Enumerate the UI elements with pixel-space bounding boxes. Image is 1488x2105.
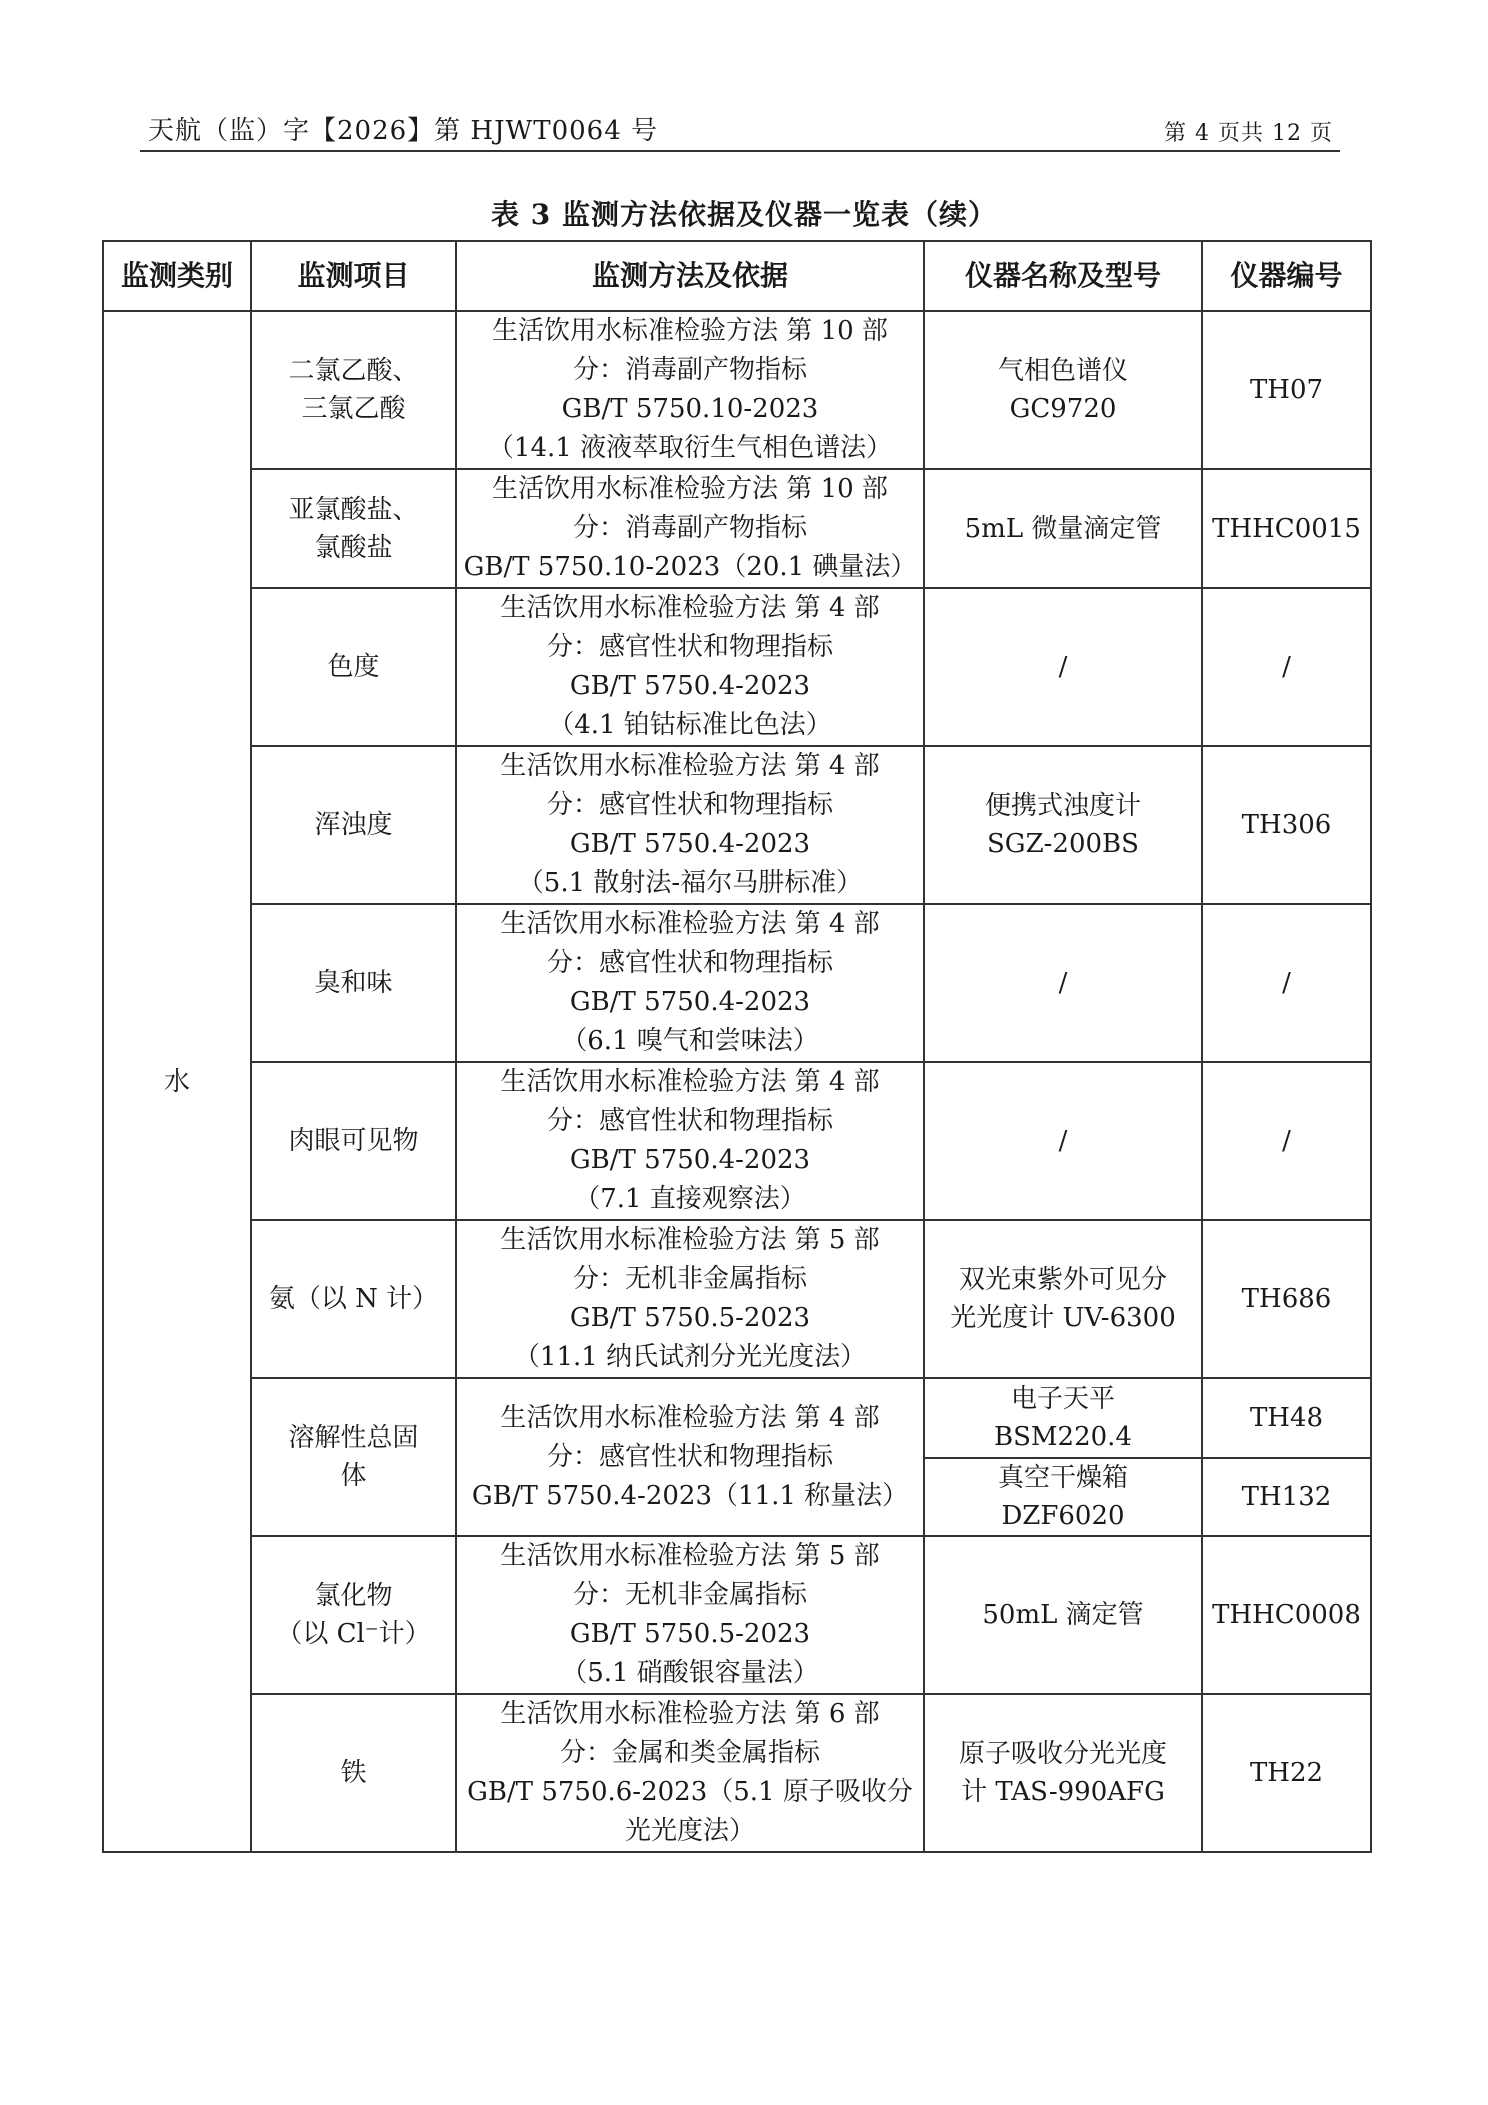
instrument-cell: 电子天平 BSM220.4 (924, 1378, 1202, 1458)
category-cell: 水 (103, 311, 251, 1852)
column-header-item: 监测项目 (251, 241, 456, 311)
code-cell: / (1202, 588, 1371, 746)
column-header-code: 仪器编号 (1202, 241, 1371, 311)
instrument-cell: 原子吸收分光光度 计 TAS-990AFG (924, 1694, 1202, 1852)
instrument-cell: 50mL 滴定管 (924, 1536, 1202, 1694)
method-cell: 生活饮用水标准检验方法 第 5 部 分：无机非金属指标 GB/T 5750.5-2023 （5.1 硝酸银容量法） (456, 1536, 924, 1694)
instrument-cell: / (924, 904, 1202, 1062)
code-cell: TH48 (1202, 1378, 1371, 1458)
item-cell: 肉眼可见物 (251, 1062, 456, 1220)
method-cell: 生活饮用水标准检验方法 第 5 部 分：无机非金属指标 GB/T 5750.5-2023 （11.1 纳氏试剂分光光度法） (456, 1220, 924, 1378)
item-cell: 溶解性总固 体 (251, 1378, 456, 1536)
table-row (103, 1378, 1371, 1458)
item-cell: 亚氯酸盐、 氯酸盐 (251, 469, 456, 588)
table-row (103, 1694, 1371, 1852)
item-cell: 铁 (251, 1694, 456, 1852)
item-cell: 氯化物 （以 Cl⁻计） (251, 1536, 456, 1694)
code-cell: / (1202, 904, 1371, 1062)
instrument-cell: / (924, 1062, 1202, 1220)
table-row (103, 469, 1371, 588)
table-row (103, 746, 1371, 904)
method-cell: 生活饮用水标准检验方法 第 4 部 分：感官性状和物理指标 GB/T 5750.4-2023 （7.1 直接观察法） (456, 1062, 924, 1220)
code-cell: / (1202, 1062, 1371, 1220)
method-cell: 生活饮用水标准检验方法 第 10 部 分：消毒副产物指标 GB/T 5750.10-2023 （14.1 液液萃取衍生气相色谱法） (456, 311, 924, 469)
methods-table (102, 240, 1372, 1853)
method-cell: 生活饮用水标准检验方法 第 4 部 分：感官性状和物理指标 GB/T 5750.4-2023 （6.1 嗅气和尝味法） (456, 904, 924, 1062)
code-cell: TH306 (1202, 746, 1371, 904)
item-cell: 色度 (251, 588, 456, 746)
page-info: 第 4 页共 12 页 (1164, 121, 1333, 146)
table-row (103, 588, 1371, 746)
table-row (103, 1536, 1371, 1694)
table-title: 表 3 监测方法依据及仪器一览表（续） (491, 198, 997, 231)
code-cell: THHC0015 (1202, 469, 1371, 588)
item-cell: 氨（以 N 计） (251, 1220, 456, 1378)
code-cell: THHC0008 (1202, 1536, 1371, 1694)
table-row (103, 904, 1371, 1062)
method-cell: 生活饮用水标准检验方法 第 6 部 分：金属和类金属指标 GB/T 5750.6-2023（5.1 原子吸收分 光光度法） (456, 1694, 924, 1852)
header-divider (140, 150, 1340, 152)
instrument-cell: / (924, 588, 1202, 746)
table-row (103, 1220, 1371, 1378)
method-cell: 生活饮用水标准检验方法 第 10 部 分：消毒副产物指标 GB/T 5750.10-2023（20.1 碘量法） (456, 469, 924, 588)
code-cell: TH686 (1202, 1220, 1371, 1378)
table-row (103, 1062, 1371, 1220)
method-cell: 生活饮用水标准检验方法 第 4 部 分：感官性状和物理指标 GB/T 5750.4-2023 （4.1 铂钴标准比色法） (456, 588, 924, 746)
instrument-cell: 5mL 微量滴定管 (924, 469, 1202, 588)
instrument-cell: 双光束紫外可见分 光光度计 UV-6300 (924, 1220, 1202, 1378)
column-header-method: 监测方法及依据 (456, 241, 924, 311)
item-cell: 浑浊度 (251, 746, 456, 904)
table-header-row (103, 241, 1371, 311)
method-cell: 生活饮用水标准检验方法 第 4 部 分：感官性状和物理指标 GB/T 5750.4-2023 （5.1 散射法-福尔马肼标准） (456, 746, 924, 904)
code-cell: TH22 (1202, 1694, 1371, 1852)
column-header-instrument: 仪器名称及型号 (924, 241, 1202, 311)
code-cell: TH07 (1202, 311, 1371, 469)
document-number: 天航（监）字【2026】第 HJWT0064 号 (148, 116, 659, 146)
code-cell: TH132 (1202, 1458, 1371, 1536)
table-row (103, 311, 1371, 469)
instrument-cell: 便携式浊度计 SGZ-200BS (924, 746, 1202, 904)
column-header-category: 监测类别 (103, 241, 251, 311)
methods-table-container (102, 240, 1370, 1853)
item-cell: 臭和味 (251, 904, 456, 1062)
instrument-cell: 气相色谱仪 GC9720 (924, 311, 1202, 469)
method-cell: 生活饮用水标准检验方法 第 4 部 分：感官性状和物理指标 GB/T 5750.4-2023（11.1 称量法） (456, 1378, 924, 1536)
item-cell: 二氯乙酸、 三氯乙酸 (251, 311, 456, 469)
instrument-cell: 真空干燥箱 DZF6020 (924, 1458, 1202, 1536)
